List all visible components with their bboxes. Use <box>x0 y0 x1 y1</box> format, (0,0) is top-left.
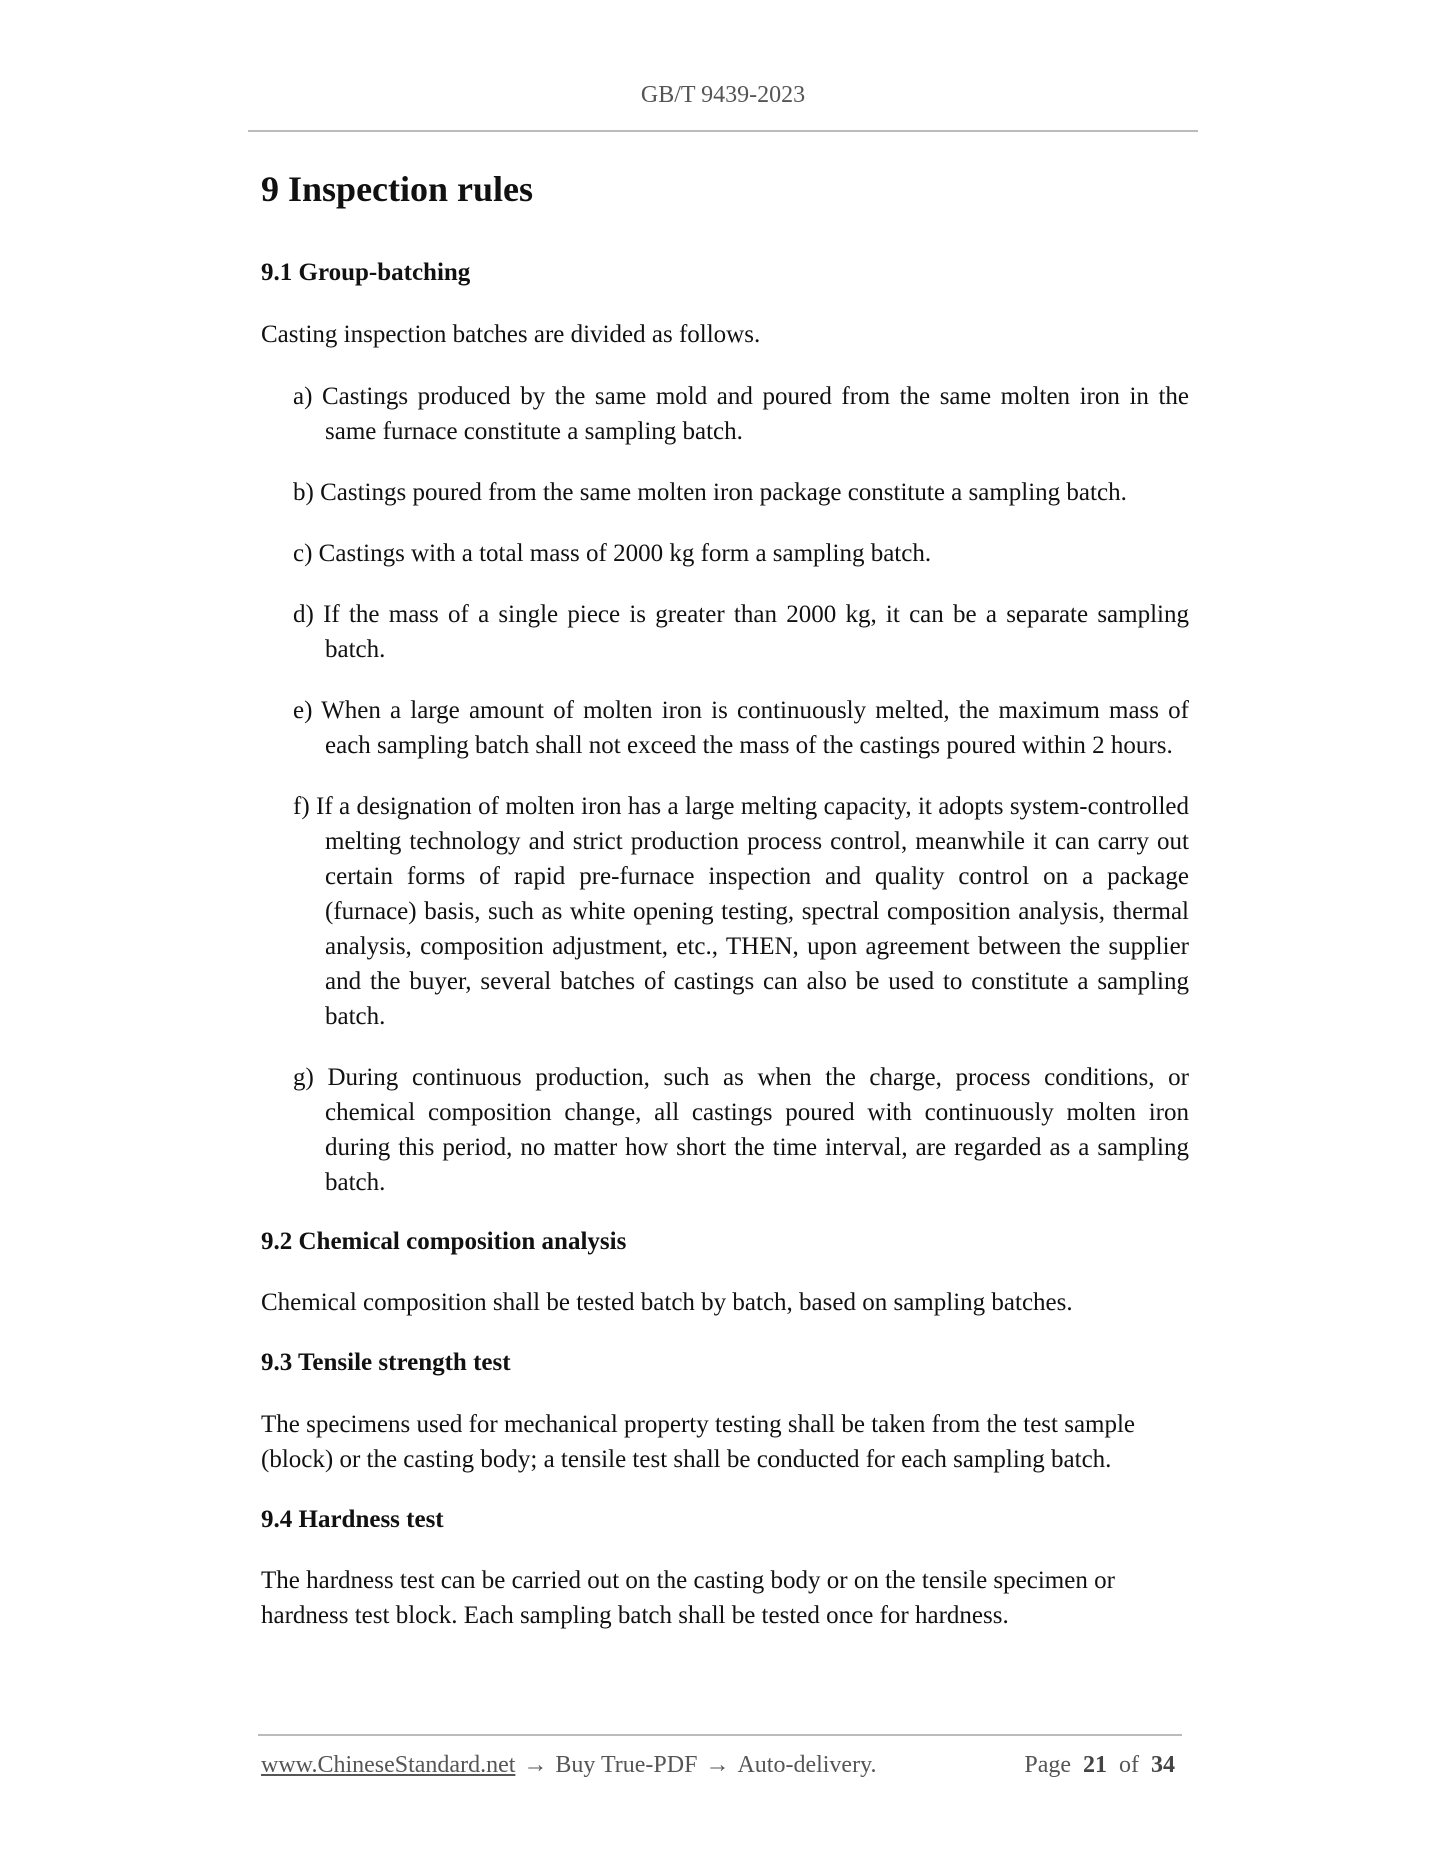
auto-delivery-text: Auto-delivery. <box>737 1752 877 1778</box>
subsection-9-2-body: Chemical composition shall be tested batch by batch, based on sampling batches. <box>261 1289 1073 1317</box>
document-header-standard-number: GB/T 9439-2023 <box>640 82 806 108</box>
subsection-heading-9-4: 9.4 Hardness test <box>261 1505 444 1533</box>
list-item-e: e) When a large amount of molten iron is continuously melted, the maximum mass of each sampling batch shall not exceed the mass of the castings poured within 2 hours. <box>293 696 1189 759</box>
buy-pdf-text: Buy True-PDF <box>555 1752 698 1778</box>
subsection-9-1-intro: Casting inspection batches are divided as follows. <box>261 320 761 348</box>
of-label: of <box>1119 1752 1139 1778</box>
batching-rules-list <box>261 379 1189 1200</box>
list-item-c: c) Castings with a total mass of 2000 kg form a sampling batch. <box>293 539 932 567</box>
list-item-d: d) If the mass of a single piece is greater than 2000 kg, it can be a separate sampling batch. <box>293 600 1189 663</box>
list-item-f: f) If a designation of molten iron has a large melting capacity, it adopts system-controlled melting technology and strict production process control, meanwhile it can carry out certain forms of rapid pre-furnace inspection and quality control on a package (furnace) basis, such as white opening testing, spectral composition analysis, thermal analysis, composition adjustment, etc., THEN, upon agreement between the supplier and the buyer, several batches of castings can also be used to constitute a sampling batch. <box>293 792 1189 1030</box>
header-divider <box>248 130 1198 132</box>
subsection-9-3-body: The specimens used for mechanical property testing shall be taken from the test sample (block) or the casting body; a tensile test shall be conducted for each sampling batch. <box>261 1410 1136 1473</box>
subsection-9-4-body: The hardness test can be carried out on the casting body or on the tensile specimen or hardness test block. Each sampling batch shall be tested once for hardness. <box>261 1567 1115 1630</box>
arrow-right-icon: → <box>705 1752 730 1778</box>
arrow-right-icon: → <box>523 1752 548 1778</box>
footer-promo <box>261 1752 877 1779</box>
subsection-heading-9-1: 9.1 Group-batching <box>261 259 471 287</box>
subsection-heading-9-2: 9.2 Chemical composition analysis <box>261 1227 627 1255</box>
page-indicator <box>1024 1752 1181 1779</box>
site-link[interactable]: www.ChineseStandard.net <box>261 1752 516 1778</box>
section-title: 9 Inspection rules <box>261 169 534 209</box>
subsection-heading-9-3: 9.3 Tensile strength test <box>261 1349 511 1377</box>
list-item-a: a) Castings produced by the same mold and poured from the same molten iron in the same furnace constitute a sampling batch. <box>293 382 1189 445</box>
total-pages-number: 34 <box>1151 1752 1175 1778</box>
current-page-number: 21 <box>1083 1752 1107 1778</box>
footer-divider <box>258 1734 1182 1736</box>
page-content <box>261 168 1189 1660</box>
list-item-b: b) Castings poured from the same molten iron package constitute a sampling batch. <box>293 478 1127 506</box>
list-item-g: g) During continuous production, such as when the charge, process conditions, or chemical composition change, all castings poured with continuously molten iron during this period, no matter how short the time interval, are regarded as a sampling batch. <box>293 1063 1189 1196</box>
page-label: Page <box>1024 1752 1071 1778</box>
